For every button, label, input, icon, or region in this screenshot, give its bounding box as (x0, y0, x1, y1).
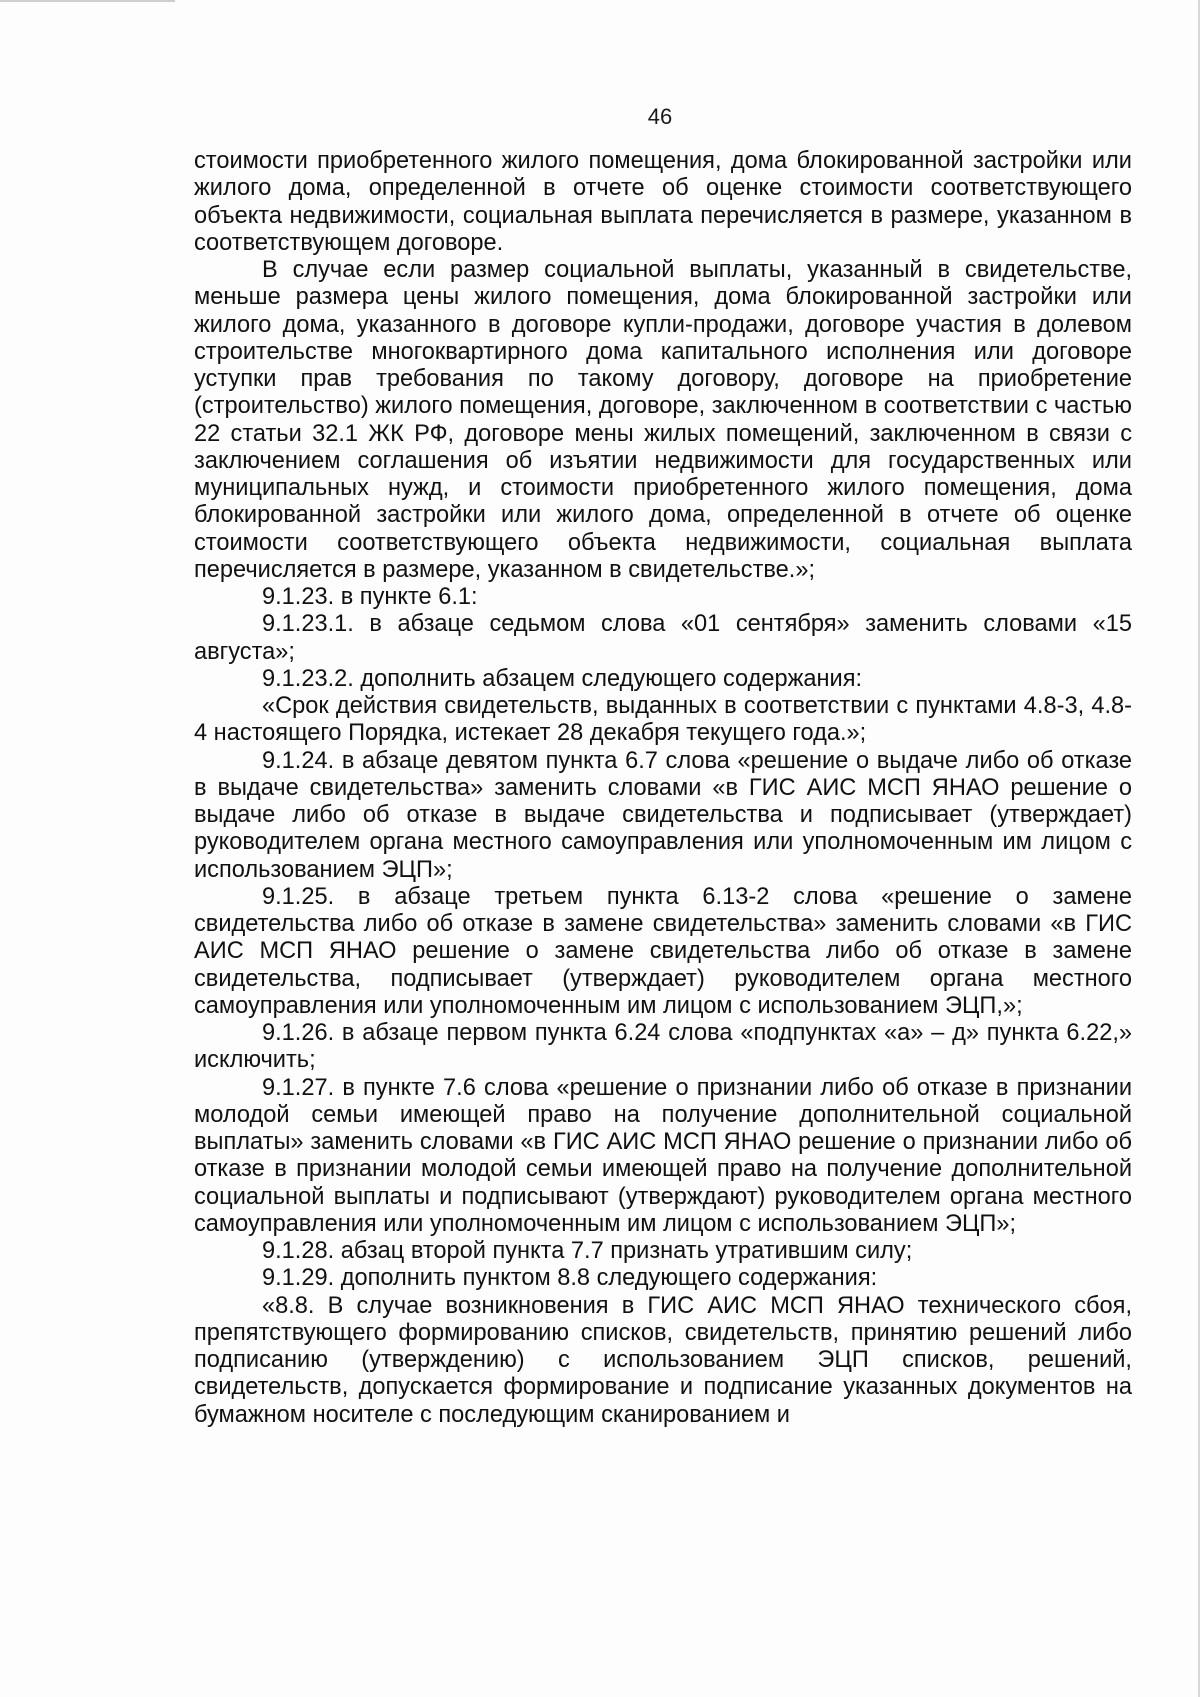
paragraph-3: 9.1.23. в пункте 6.1: (262, 584, 478, 610)
document-body (194, 148, 1132, 1429)
paragraph-12: 9.1.29. дополнить пунктом 8.8 следующего содержания: (262, 1265, 878, 1292)
scan-edge-top (0, 0, 175, 2)
page-number: 46 (647, 104, 673, 129)
paragraph-7: 9.1.24. в абзаце девятом пункта 6.7 слова «решение о выдаче либо об отказе в выдаче свидетельства» заменить словами «в ГИС АИС МСП ЯНАО решение о выдаче либо об отказе в выдаче свидетельства и подписывает (утверждает) руководителем органа местного самоуправления или уполномоченным им лицом с использованием ЭЦП»; (194, 747, 1132, 883)
paragraph-11: 9.1.28. абзац второй пункта 7.7 признать утратившим силу; (262, 1238, 913, 1264)
paragraph-4: 9.1.23.1. в абзаце седьмом слова «01 сентября» заменить словами «15 августа»; (194, 611, 1132, 665)
paragraph-13: «8.8. В случае возникновения в ГИС АИС МСП ЯНАО технического сбоя, препятствующего формированию списков, свидетельств, принятию решений либо подписанию (утверждению) с использованием ЭЦП списков, решений, свидетельств, допускается формирование и подписание указанных документов на бумажном носителе с последующим сканированием и (194, 1292, 1132, 1428)
paragraph-9: 9.1.26. в абзаце первом пункта 6.24 слова «подпунктах «а» – д» пункта 6.22,» исключить; (194, 1020, 1132, 1074)
paragraph-1: стоимости приобретенного жилого помещения, дома блокированной застройки или жилого дома, определенной в отчете об оценке стоимости соответствующего объекта недвижимости, социальная выплата перечисляется в размере, указанном в соответствующем договоре. (194, 148, 1132, 256)
paragraph-8: 9.1.25. в абзаце третьем пункта 6.13-2 слова «решение о замене свидетельства либо об отказе в замене свидетельства» заменить словами «в ГИС АИС МСП ЯНАО решение о замене свидетельства либо об отказе в замене свидетельства, подписывает (утверждает) руководителем органа местного самоуправления или уполномоченным им лицом с использованием ЭЦП,»; (194, 883, 1132, 1019)
paragraph-10: 9.1.27. в пункте 7.6 слова «решение о признании либо об отказе в признании молодой семьи имеющей право на получение дополнительной социальной выплаты» заменить словами «в ГИС АИС МСП ЯНАО решение о признании либо об отказе в признании молодой семьи имеющей право на получение дополнительной социальной выплаты и подписывают (утверждают) руководителем органа местного самоуправления или уполномоченным им лицом с использованием ЭЦП»; (194, 1074, 1132, 1237)
paragraph-2: В случае если размер социальной выплаты, указанный в свидетельстве, меньше размера цены жилого помещения, дома блокированной застройки или жилого дома, указанного в договоре купли-продажи, договоре участия в долевом строительстве многоквартирного дома капитального исполнения или договоре уступки прав требования по такому договору, договоре на приобретение (строительство) жилого помещения, договоре, заключенном в соответствии с частью 22 статьи 32.1 ЖК РФ, договоре мены жилых помещений, заключенном в связи с заключением соглашения об изъятии недвижимости для государственных или муниципальных нужд, и стоимости приобретенного жилого помещения, дома блокированной застройки или жилого дома, определенной в отчете об оценке стоимости соответствующего объекта недвижимости, социальная выплата перечисляется в размере, указанном в свидетельстве.»; (194, 257, 1132, 583)
paragraph-6: «Срок действия свидетельств, выданных в соответствии с пунктами 4.8-3, 4.8-4 настоящего Порядка, истекает 28 декабря текущего года.»; (194, 693, 1132, 747)
paragraph-5: 9.1.23.2. дополнить абзацем следующего содержания: (262, 665, 863, 692)
